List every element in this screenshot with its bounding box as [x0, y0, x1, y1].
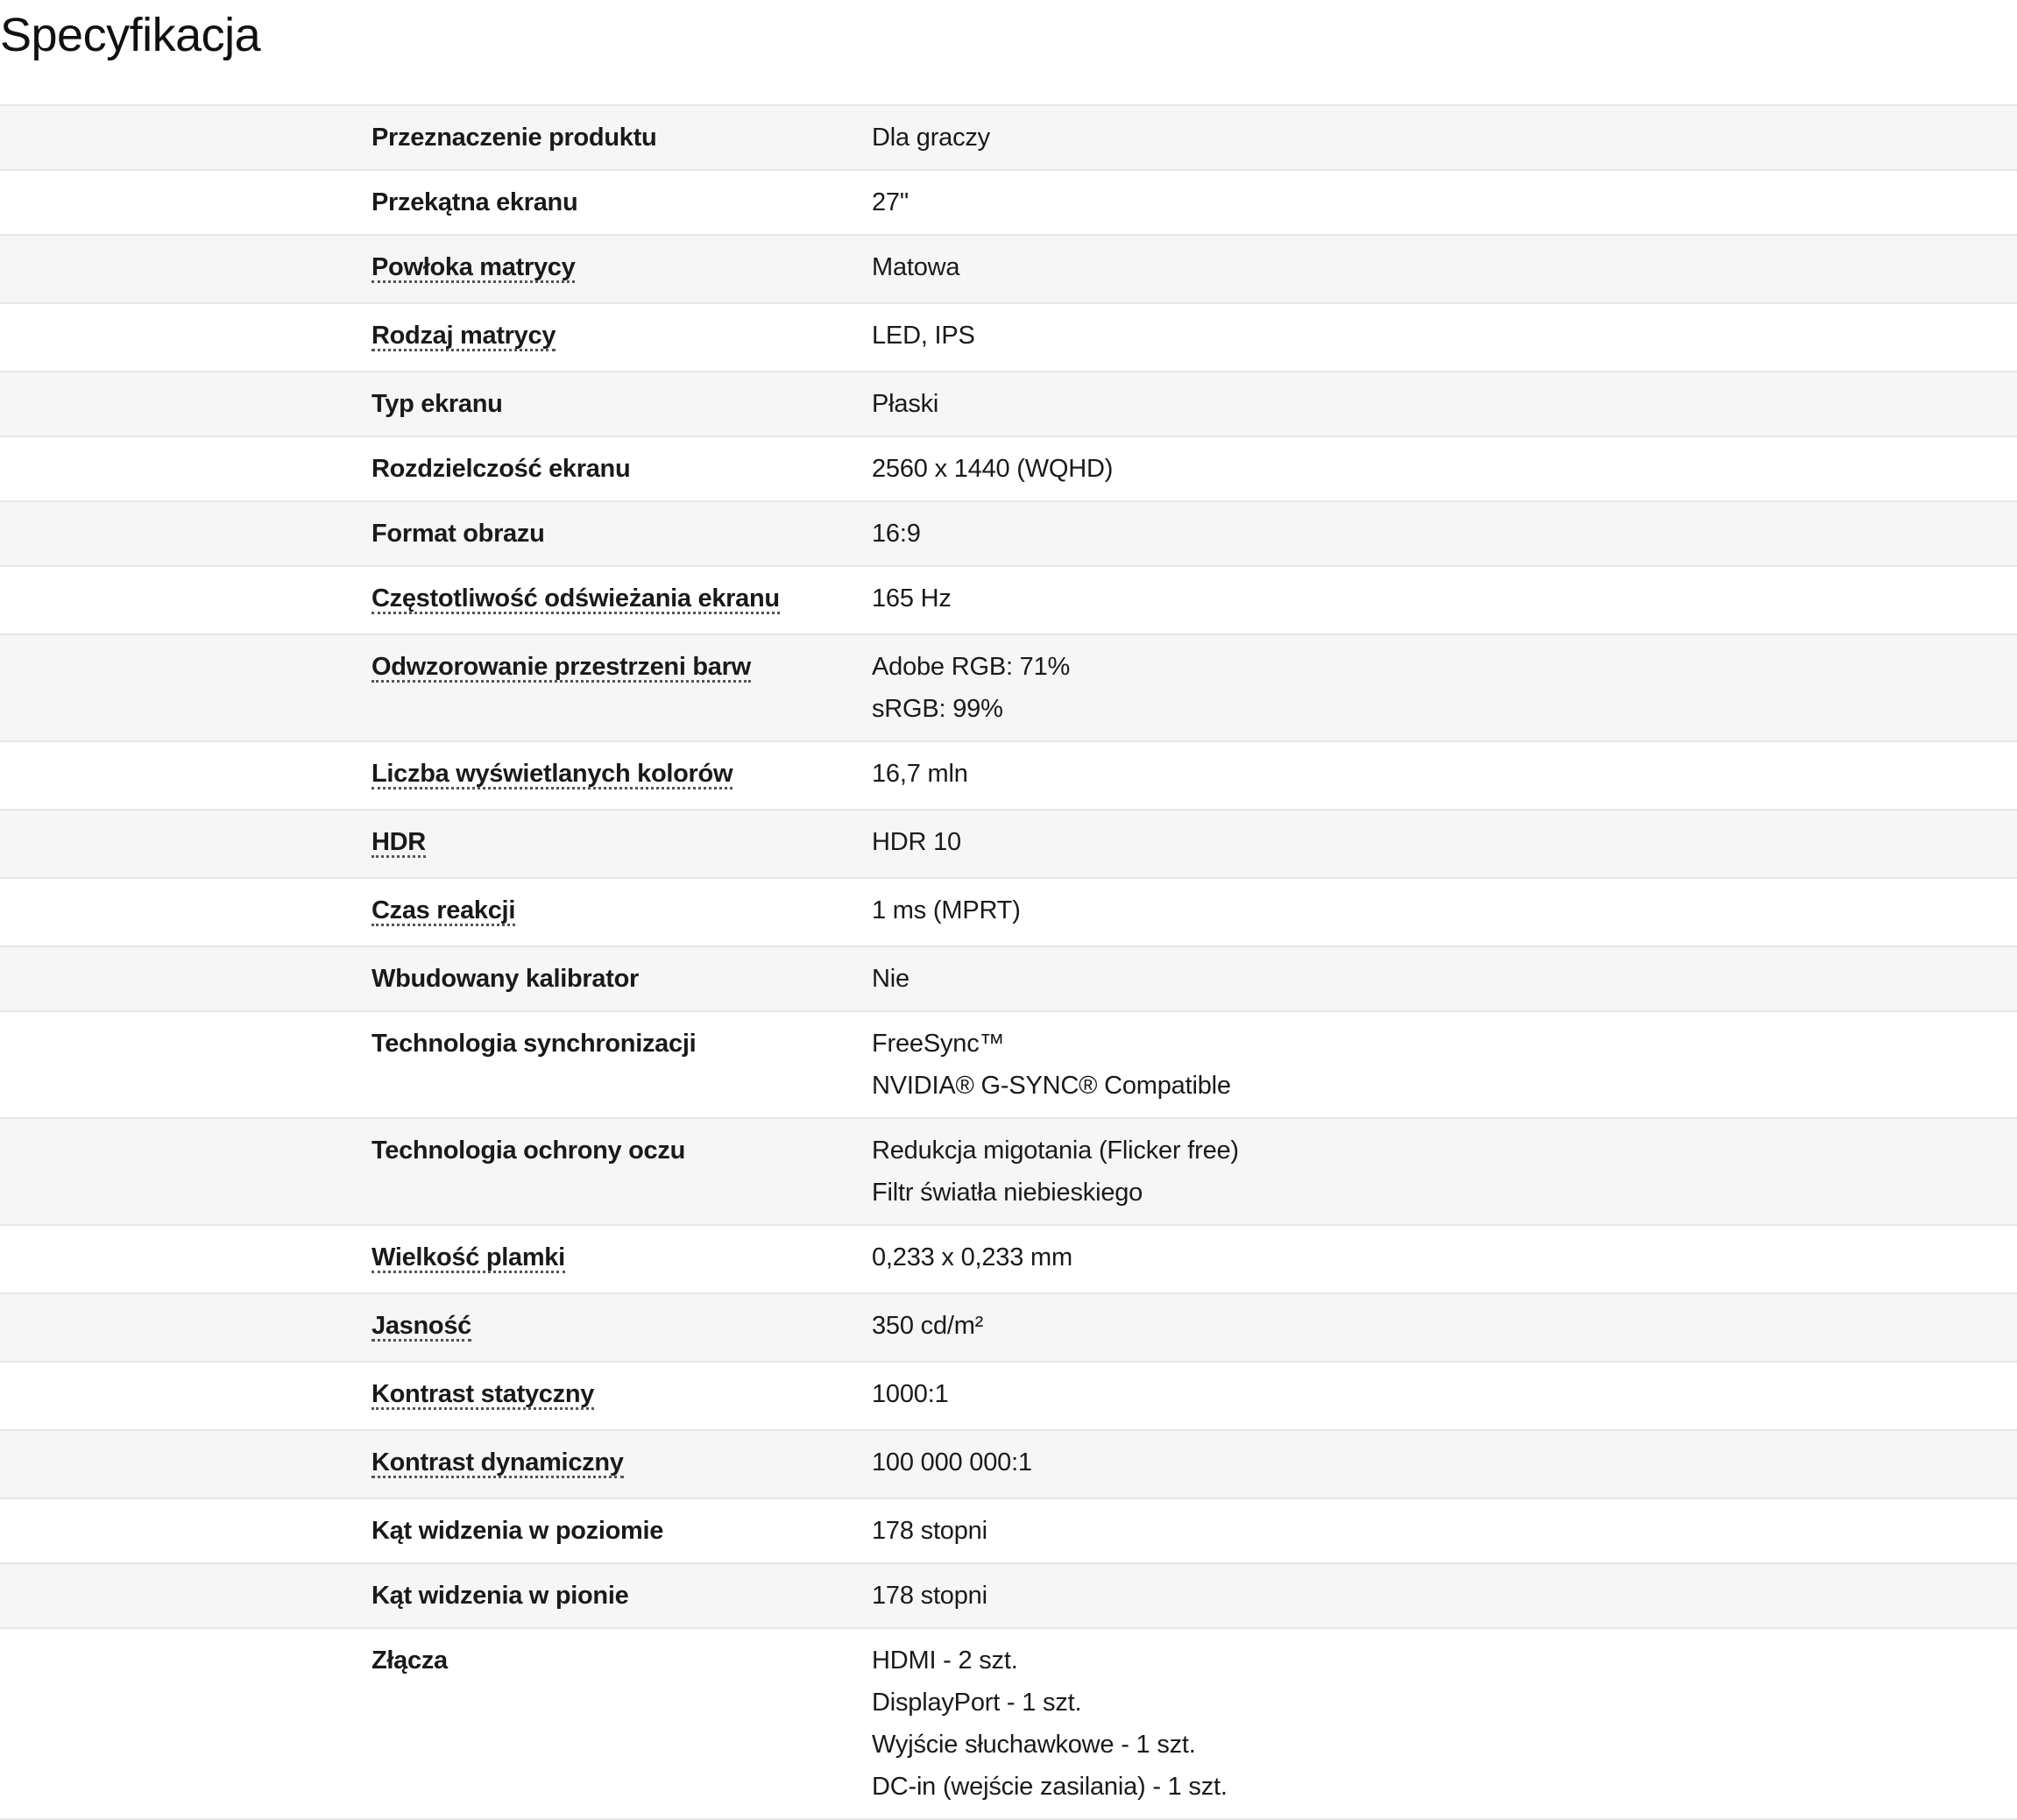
spec-value-cell	[872, 898, 2017, 926]
spec-row	[0, 567, 2017, 635]
spec-value: 16:9	[872, 520, 921, 548]
spec-label: Kąt widzenia w poziomie	[372, 1517, 664, 1545]
spec-value: 178 stopni	[872, 1517, 987, 1545]
spec-label-link[interactable]: Powłoka matrycy	[372, 253, 576, 281]
spec-value: 0,233 x 0,233 mm	[872, 1243, 1072, 1271]
page-title: Specyfikacja	[0, 9, 261, 61]
spec-row	[0, 304, 2017, 372]
spec-value: HDMI - 2 szt.	[872, 1646, 1018, 1675]
spec-value: Matowa	[872, 253, 960, 281]
spec-value-cell	[872, 586, 2017, 614]
spec-label-cell	[0, 392, 872, 416]
spec-label-cell	[0, 586, 872, 614]
spec-value: Dla graczy	[872, 124, 990, 152]
spec-value-cell	[872, 457, 2017, 481]
spec-label-link[interactable]: Jasność	[372, 1312, 471, 1340]
spec-row	[0, 372, 2017, 437]
spec-label-link[interactable]: Kontrast dynamiczny	[372, 1448, 624, 1477]
spec-label-link[interactable]: Rodzaj matrycy	[372, 322, 556, 350]
spec-label-cell	[0, 1314, 872, 1342]
spec-value: Płaski	[872, 390, 939, 418]
spec-label-link[interactable]: Kontrast statyczny	[372, 1380, 595, 1408]
spec-row	[0, 635, 2017, 742]
spec-value-cell	[872, 1450, 2017, 1478]
spec-value: DC-in (wejście zasilania) - 1 szt.	[872, 1773, 1228, 1801]
spec-label-cell	[0, 1138, 872, 1205]
spec-value-cell	[872, 830, 2017, 858]
spec-value: Redukcja migotania (Flicker free)	[872, 1137, 1239, 1165]
spec-value: 350 cd/m²	[872, 1312, 984, 1340]
spec-row	[0, 171, 2017, 236]
spec-row	[0, 1226, 2017, 1294]
spec-value-cell	[872, 967, 2017, 991]
spec-value: DisplayPort - 1 szt.	[872, 1689, 1082, 1717]
spec-value-cell	[872, 1138, 2017, 1205]
spec-row	[0, 947, 2017, 1012]
spec-row	[0, 437, 2017, 502]
spec-row	[0, 236, 2017, 304]
spec-row	[0, 1499, 2017, 1564]
spec-value-cell	[872, 1583, 2017, 1608]
spec-label: Złącza	[372, 1646, 448, 1675]
spec-label-cell	[0, 255, 872, 283]
spec-value-cell	[872, 1648, 2017, 1799]
spec-row	[0, 1629, 2017, 1820]
spec-label: Przeznaczenie produktu	[372, 124, 657, 152]
spec-value-cell	[872, 1382, 2017, 1410]
spec-label-cell	[0, 655, 872, 721]
spec-row	[0, 1564, 2017, 1629]
spec-label: Rozdzielczość ekranu	[372, 455, 631, 483]
spec-value-cell	[872, 655, 2017, 721]
spec-value: 178 stopni	[872, 1582, 987, 1610]
spec-value-cell	[872, 190, 2017, 215]
spec-label-cell	[0, 898, 872, 926]
spec-value-cell	[872, 255, 2017, 283]
spec-value: Nie	[872, 965, 909, 993]
spec-value-cell	[872, 125, 2017, 150]
spec-value: Filtr światła niebieskiego	[872, 1179, 1143, 1207]
spec-label-link[interactable]: Częstotliwość odświeżania ekranu	[372, 584, 780, 613]
spec-label: Technologia synchronizacji	[372, 1030, 697, 1058]
spec-label-link[interactable]: Liczba wyświetlanych kolorów	[372, 760, 733, 788]
spec-value: 27"	[872, 188, 909, 216]
spec-value-cell	[872, 323, 2017, 351]
spec-value: 1 ms (MPRT)	[872, 896, 1021, 924]
spec-label-cell	[0, 967, 872, 991]
spec-value-cell	[872, 1031, 2017, 1098]
spec-row	[0, 1363, 2017, 1431]
spec-label-link[interactable]: HDR	[372, 828, 426, 856]
spec-value-cell	[872, 761, 2017, 790]
spec-row	[0, 1119, 2017, 1226]
spec-label-cell	[0, 761, 872, 790]
spec-row	[0, 106, 2017, 171]
spec-value-cell	[872, 1245, 2017, 1273]
spec-label-link[interactable]: Czas reakcji	[372, 896, 516, 924]
spec-label-cell	[0, 830, 872, 858]
spec-label-cell	[0, 125, 872, 150]
spec-label: Typ ekranu	[372, 390, 503, 418]
spec-value: 16,7 mln	[872, 760, 968, 788]
spec-label-link[interactable]: Wielkość plamki	[372, 1243, 565, 1271]
spec-value: FreeSync™	[872, 1030, 1005, 1058]
spec-table	[0, 104, 2017, 1820]
spec-label-cell	[0, 1031, 872, 1098]
spec-value: NVIDIA® G-SYNC® Compatible	[872, 1072, 1231, 1100]
spec-row	[0, 1294, 2017, 1363]
spec-value-cell	[872, 392, 2017, 416]
spec-value-cell	[872, 1314, 2017, 1342]
spec-value: Wyjście słuchawkowe - 1 szt.	[872, 1731, 1196, 1759]
spec-label-cell	[0, 190, 872, 215]
spec-value: 100 000 000:1	[872, 1448, 1032, 1477]
spec-value: 165 Hz	[872, 584, 952, 613]
spec-value: 2560 x 1440 (WQHD)	[872, 455, 1114, 483]
spec-value: LED, IPS	[872, 322, 975, 350]
spec-label-cell	[0, 521, 872, 546]
spec-label: Przekątna ekranu	[372, 188, 578, 216]
spec-label-cell	[0, 1450, 872, 1478]
spec-row	[0, 879, 2017, 947]
spec-label-cell	[0, 323, 872, 351]
spec-row	[0, 502, 2017, 567]
spec-value: sRGB: 99%	[872, 695, 1003, 723]
spec-row	[0, 1431, 2017, 1499]
spec-label: Wbudowany kalibrator	[372, 965, 639, 993]
spec-value-cell	[872, 521, 2017, 546]
spec-label-cell	[0, 1648, 872, 1799]
spec-value: HDR 10	[872, 828, 961, 856]
spec-label-cell	[0, 1382, 872, 1410]
spec-value: 1000:1	[872, 1380, 949, 1408]
spec-row	[0, 742, 2017, 811]
spec-label-link[interactable]: Odwzorowanie przestrzeni barw	[372, 653, 751, 681]
spec-label-cell	[0, 1583, 872, 1608]
spec-label: Technologia ochrony oczu	[372, 1137, 686, 1165]
spec-label-cell	[0, 1519, 872, 1543]
spec-label-cell	[0, 1245, 872, 1273]
spec-label: Kąt widzenia w pionie	[372, 1582, 629, 1610]
spec-value-cell	[872, 1519, 2017, 1543]
spec-label: Format obrazu	[372, 520, 545, 548]
spec-value: Adobe RGB: 71%	[872, 653, 1071, 681]
spec-row	[0, 1012, 2017, 1119]
spec-label-cell	[0, 457, 872, 481]
spec-row	[0, 811, 2017, 879]
